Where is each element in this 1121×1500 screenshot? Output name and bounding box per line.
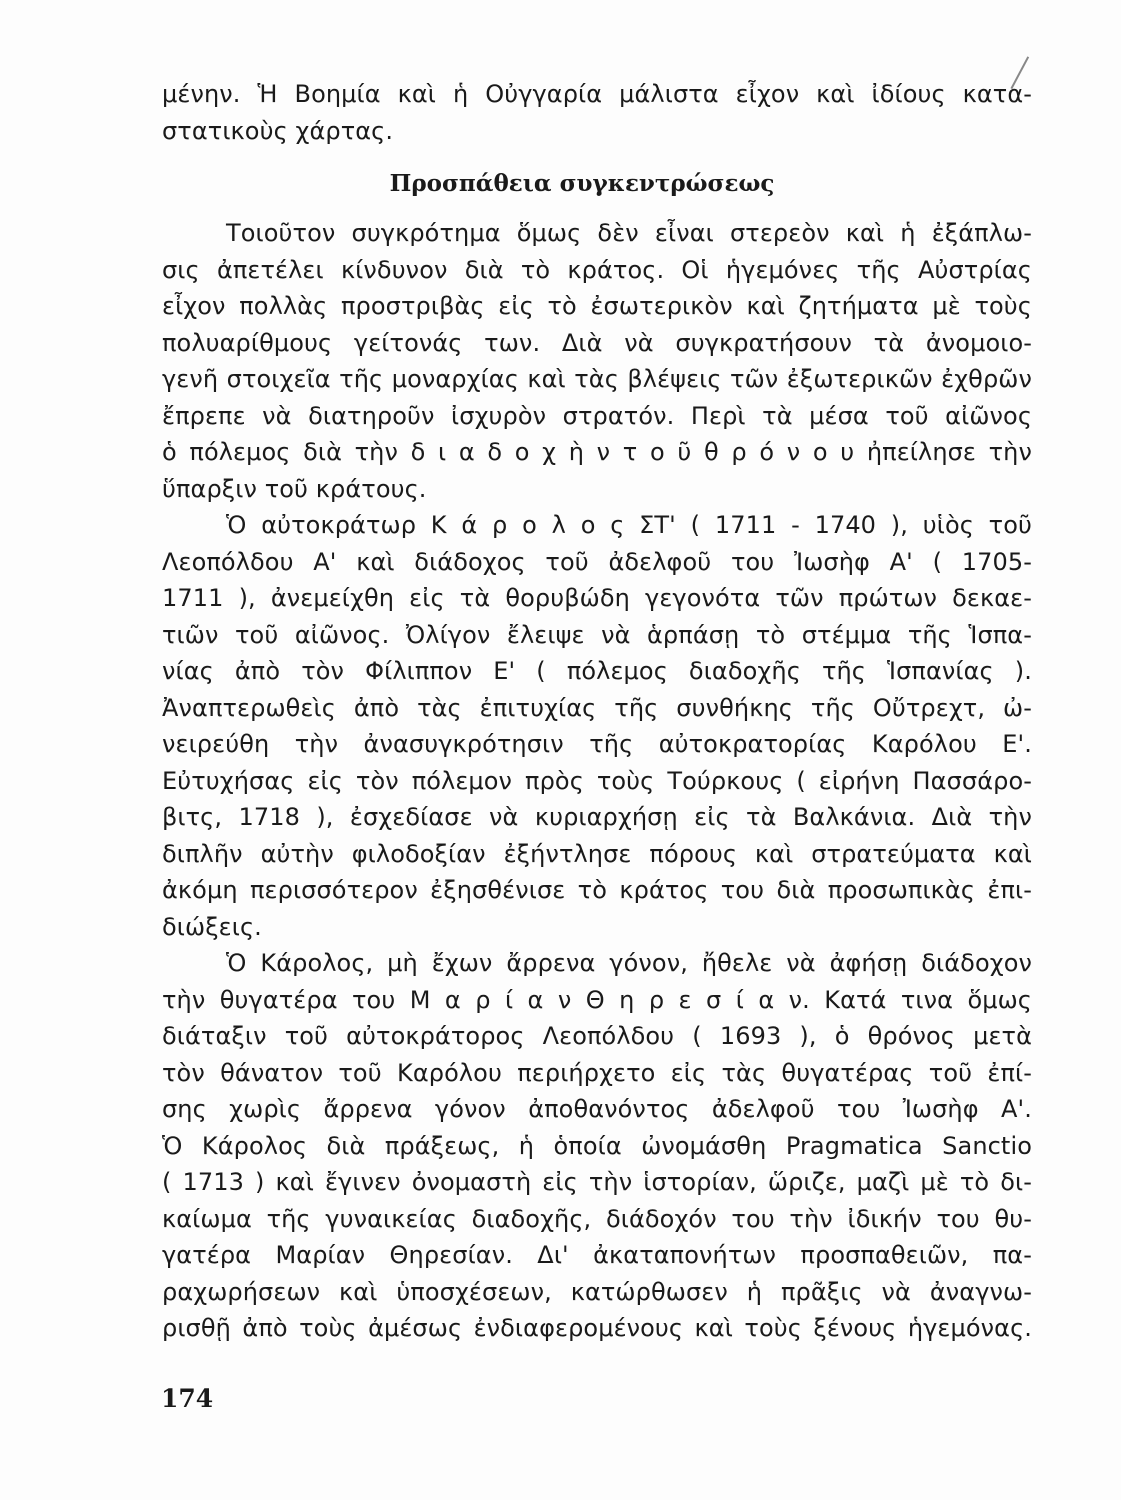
text-line: εἶχον πολλὰς προστριβὰς εἰς τὸ ἐσωτερικὸν καὶ ζητήματα μὲ τοὺς (162, 292, 1032, 320)
section-heading: Προσπάθεια συγκεντρώσεως (389, 170, 775, 197)
text-line: 1711 ), ἀνεμείχθη εἰς τὰ θορυβώδη γεγονότα τῶν πρώτων δεκαε- (162, 584, 1032, 612)
text-line: μένην. Ἡ Βοημία καὶ ἡ Οὐγγαρία μάλιστα εἶχον καὶ ἰδίους κατα- (162, 80, 1032, 108)
text-line: Ἀναπτερωθεὶς ἀπὸ τὰς ἐπιτυχίας τῆς συνθήκης τῆς Οὔτρεχτ, ὠ- (162, 693, 1032, 722)
text-line: στατικοὺς χάρτας. (162, 116, 394, 145)
text-line: καίωμα τῆς γυναικείας διαδοχῆς, διάδοχόν του τὴν ἰδικήν του θυ- (162, 1204, 1032, 1233)
text-line: σις ἀπετέλει κίνδυνον διὰ τὸ κράτος. Οἱ ἡγεμόνες τῆς Αὐστρίας (162, 255, 1032, 284)
text-line: ἀκόμη περισσότερον ἐξησθένισε τὸ κράτος του διὰ προσωπικὰς ἐπι- (162, 876, 1032, 904)
text-line: γατέρα Μαρίαν Θηρεσίαν. Δι' ἀκαταπονήτων προσπαθειῶν, πα- (162, 1241, 1032, 1269)
page-number: 174 (161, 1384, 214, 1413)
page-body (162, 76, 1032, 1347)
paragraph-start-line: Τοιοῦτον συγκρότημα ὅμως δὲν εἶναι στερεὸν καὶ ἡ ἐξάπλω- (226, 219, 1032, 247)
text-line: ὁ πόλεμος διὰ τὴν δ ι α δ ο χ ὴ ν τ ο ῦ θ ρ ό ν ο υ ἠπείλησε τὴν (162, 438, 1032, 466)
text-line: τὸν θάνατον τοῦ Καρόλου περιήρχετο εἰς τὰς θυγατέρας τοῦ ἐπί- (162, 1058, 1032, 1087)
text-line: Λεοπόλδου Α' καὶ διάδοχος τοῦ ἀδελφοῦ του Ἰωσὴφ Α' ( 1705- (162, 547, 1032, 576)
text-line: ρισθῇ ἀπὸ τοὺς ἀμέσως ἐνδιαφερομένους καὶ τοὺς ξένους ἡγεμόνας. (162, 1314, 1032, 1342)
text-line: πολυαρίθμους γείτονάς των. Διὰ νὰ συγκρατήσουν τὰ ἀνομοιο- (162, 328, 1032, 357)
text-line: διώξεις. (162, 912, 262, 941)
text-line: σης χωρὶς ἄρρενα γόνον ἀποθανόντος ἀδελφοῦ του Ἰωσὴφ Α'. (162, 1095, 1032, 1123)
paragraph-start-line: Ὁ Κάρολος, μὴ ἔχων ἄρρενα γόνον, ἤθελε νὰ ἀφήσῃ διάδοχον (226, 949, 1032, 977)
text-line: ὕπαρξιν τοῦ κράτους. (162, 474, 427, 503)
paragraph-start-line: Ὁ αὐτοκράτωρ Κ ά ρ ο λ ο ς ΣΤ' ( 1711 - 1740 ), υἱὸς τοῦ (226, 511, 1032, 539)
text-line: ( 1713 ) καὶ ἔγινεν ὀνομαστὴ εἰς τὴν ἱστορίαν, ὥριζε, μαζὶ μὲ τὸ δι- (162, 1168, 1032, 1196)
text-line: τιῶν τοῦ αἰῶνος. Ὀλίγον ἔλειψε νὰ ἁρπάσῃ τὸ στέμμα τῆς Ἱσπα- (162, 620, 1032, 649)
text-line: ραχωρήσεων καὶ ὑποσχέσεων, κατώρθωσεν ἡ πρᾶξις νὰ ἀναγνω- (162, 1277, 1032, 1306)
text-line: Εὐτυχήσας εἰς τὸν πόλεμον πρὸς τοὺς Τούρκους ( εἰρήνη Πασσάρο- (162, 766, 1032, 795)
text-line: βιτς, 1718 ), ἐσχεδίασε νὰ κυριαρχήσῃ εἰς τὰ Βαλκάνια. Διὰ τὴν (162, 803, 1032, 831)
text-line: ἔπρεπε νὰ διατηροῦν ἰσχυρὸν στρατόν. Περὶ τὰ μέσα τοῦ αἰῶνος (162, 401, 1032, 430)
text-line: διπλῆν αὐτὴν φιλοδοξίαν ἐξήντλησε πόρους καὶ στρατεύματα καὶ (162, 839, 1032, 868)
text-line: τὴν θυγατέρα του Μ α ρ ί α ν Θ η ρ ε σ ί α ν. Κατά τινα ὅμως (162, 985, 1032, 1014)
text-line: Ὁ Κάρολος διὰ πράξεως, ἡ ὁποία ὠνομάσθη Pragmatica Sanctio (162, 1131, 1032, 1160)
text-line: νίας ἀπὸ τὸν Φίλιππον Ε' ( πόλεμος διαδοχῆς τῆς Ἱσπανίας ). (162, 657, 1032, 685)
text-line: γενῆ στοιχεῖα τῆς μοναρχίας καὶ τὰς βλέψεις τῶν ἐξωτερικῶν ἐχθρῶν (162, 365, 1032, 393)
text-line: διάταξιν τοῦ αὐτοκράτορος Λεοπόλδου ( 1693 ), ὁ θρόνος μετὰ (162, 1022, 1032, 1050)
text-line: νειρεύθη τὴν ἀνασυγκρότησιν τῆς αὐτοκρατορίας Καρόλου Ε'. (162, 730, 1032, 758)
